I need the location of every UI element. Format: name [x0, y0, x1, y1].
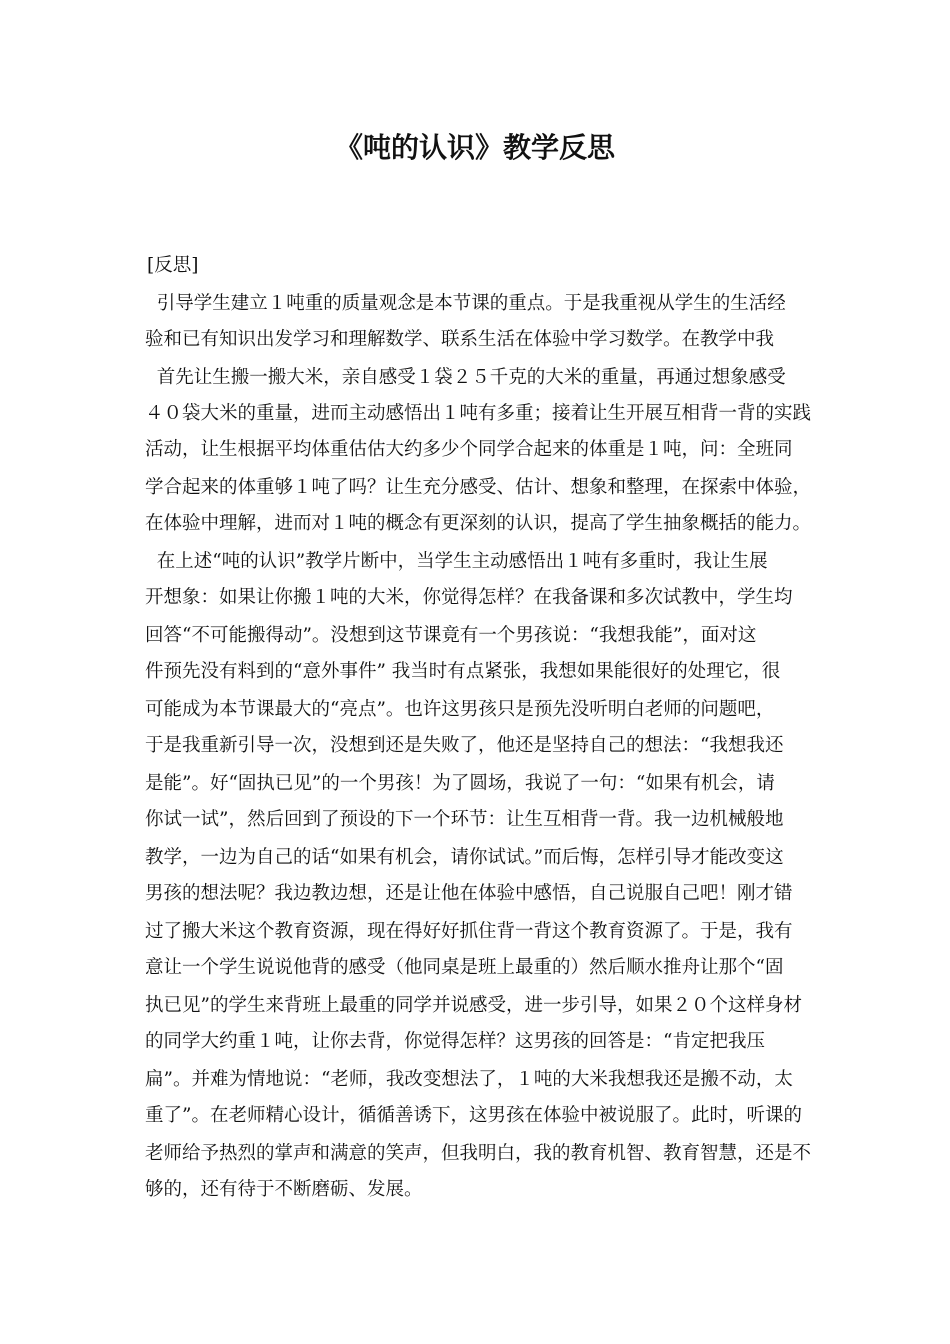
body-line: 在上述“吨的认识”教学片断中，当学生主动感悟出１吨有多重时，我让生展	[145, 551, 768, 572]
body-line: 回答“不可能搬得动”。没想到这节课竟有一个男孩说：“我想我能”，面对这	[145, 625, 757, 646]
body-line: 可能成为本节课最大的“亮点”。也许这男孩只是预先没听明白老师的问题吧，	[145, 699, 775, 720]
body-line: 是能”。好“固执已见”的一个男孩！为了圆场，我说了一句：“如果有机会，请	[145, 773, 775, 794]
body-line: 开想象：如果让你搬１吨的大米，你觉得怎样？在我备课和多次试教中，学生均	[145, 587, 793, 608]
body-line: 学合起来的体重够１吨了吗？让生充分感受、估计、想象和整理，在探索中体验，	[145, 477, 812, 498]
body-line: 男孩的想法呢？我边教边想，还是让他在体验中感悟，自己说服自己吧！刚才错	[145, 883, 793, 904]
body-line: 老师给予热烈的掌声和满意的笑声，但我明白，我的教育机智、教育智慧，还是不	[145, 1143, 812, 1164]
body-line: 重了”。在老师精心设计，循循善诱下，这男孩在体验中被说服了。此时，听课的	[145, 1105, 802, 1126]
body-line: ４０袋大米的重量，进而主动感悟出１吨有多重；接着让生开展互相背一背的实践	[145, 403, 812, 424]
body-line: 够的，还有待于不断磨砺、发展。	[145, 1179, 423, 1200]
section-label: [反思]	[147, 255, 199, 276]
body-line: 件预先没有料到的“意外事件” 我当时有点紧张，我想如果能很好的处理它，很	[145, 661, 781, 682]
body-line: 在体验中理解，进而对１吨的概念有更深刻的认识，提高了学生抽象概括的能力。	[145, 513, 812, 534]
body-line: 执已见”的学生来背班上最重的同学并说感受，进一步引导，如果２０个这样身材	[145, 995, 802, 1016]
body-line: 验和已有知识出发学习和理解数学、联系生活在体验中学习数学。在教学中我	[145, 329, 775, 350]
body-line: 你试一试”，然后回到了预设的下一个环节：让生互相背一背。我一边机械般地	[145, 809, 784, 830]
body-line: 活动，让生根据平均体重估估大约多少个同学合起来的体重是１吨，问：全班同	[145, 439, 793, 460]
body-line: 首先让生搬一搬大米，亲自感受１袋２５千克的大米的重量，再通过想象感受	[145, 367, 786, 388]
body-line: 意让一个学生说说他背的感受（他同桌是班上最重的）然后顺水推舟让那个“固	[145, 957, 784, 978]
body-line: 的同学大约重１吨，让你去背，你觉得怎样？这男孩的回答是：“肯定把我压	[145, 1031, 765, 1052]
body-line: 扁”。并难为情地说：“老师，我改变想法了，１吨的大米我想我还是搬不动，太	[145, 1069, 793, 1090]
body-line: 过了搬大米这个教育资源，现在得好好抓住背一背这个教育资源了。于是，我有	[145, 921, 793, 942]
body-line: 引导学生建立１吨重的质量观念是本节课的重点。于是我重视从学生的生活经	[145, 293, 786, 314]
document-title: 《吨的认识》教学反思	[334, 131, 615, 164]
body-line: 教学，一边为自己的话“如果有机会，请你试试。”而后悔，怎样引导才能改变这	[145, 847, 784, 868]
body-line: 于是我重新引导一次，没想到还是失败了，他还是坚持自己的想法：“我想我还	[145, 735, 784, 756]
